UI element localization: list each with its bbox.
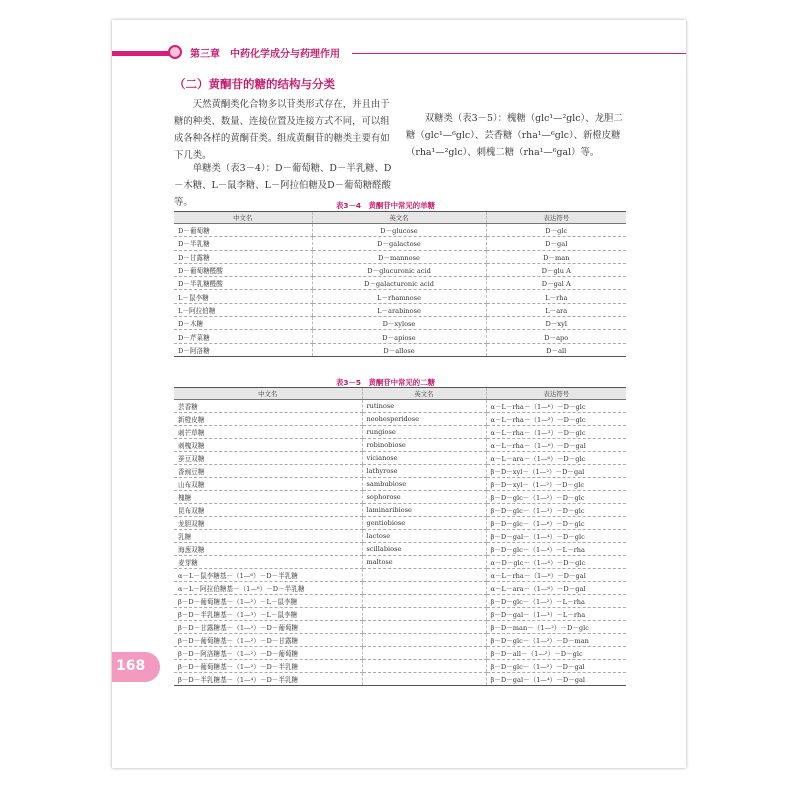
- table-cell: 芸香糖: [174, 400, 362, 413]
- table-cell: D－mannose: [312, 250, 486, 263]
- table-cell: D－gal A: [486, 277, 626, 290]
- table-cell: [362, 569, 486, 582]
- table-row: [174, 250, 626, 263]
- table-cell: β－D－葡萄糖基－（1—²）－L－鼠李糖: [174, 595, 362, 608]
- table-cell: 香豌豆糖: [174, 465, 362, 478]
- table-cell: α－L－rha－（1—²）－D－glc: [486, 413, 626, 426]
- table-row: [174, 263, 626, 276]
- table-cell: 槐糖: [174, 491, 362, 504]
- table-cell: D－葡萄糖: [174, 224, 312, 237]
- table-cell: α－L－ara－（1—⁶）－D－gal: [486, 582, 626, 595]
- table-row: [174, 452, 626, 465]
- table-cell: β－D－gal－（1—⁴）－D－gal: [486, 673, 626, 686]
- table-header: 英文名: [362, 388, 486, 400]
- table-cell: β－D－半乳糖基－（1—³）－L－鼠李糖: [174, 608, 362, 621]
- table-cell: [362, 621, 486, 634]
- table-cell: maltose: [362, 556, 486, 569]
- table-row: [174, 517, 626, 530]
- table-cell: β－D－glc－（1—³）－D－glc: [486, 504, 626, 517]
- table-cell: [362, 673, 486, 686]
- table-row: [174, 343, 626, 356]
- table-cell: β－D－gal－（1—⁴）－D－glc: [486, 530, 626, 543]
- table-cell: scillabiose: [362, 543, 486, 556]
- table-cell: α－L－rha－（1—⁶）－D－gal: [486, 569, 626, 582]
- table-cell: 麦芽糖: [174, 556, 362, 569]
- table-cell: β－D－glc－（1—²）－D－gal: [486, 660, 626, 673]
- table-header: 英文名: [312, 212, 486, 224]
- table-cell: D－glu A: [486, 263, 626, 276]
- table-cell: 山布双糖: [174, 478, 362, 491]
- table-cell: D－galacturonic acid: [312, 277, 486, 290]
- table-cell: β－D－gal－（1—³）－L－rha: [486, 608, 626, 621]
- table-row: [174, 400, 626, 413]
- table-row: [174, 673, 626, 686]
- table-cell: D－glucuronic acid: [312, 263, 486, 276]
- table-header-row: [174, 388, 626, 400]
- paragraph-disaccharides: 双糖类（表3－5）：槐糖（glc¹—²glc）、龙胆二糖（glc¹—⁶glc）、芸香糖（rha¹—⁶glc）、新橙皮糖（rha¹—²glc）、刺槐二糖（rha¹—⁶gal）等。: [406, 113, 623, 158]
- table-row: [174, 426, 626, 439]
- page-number: 168: [116, 658, 146, 674]
- table2-caption: 表3－5 黄酮苷中常见的二糖: [336, 378, 435, 387]
- table-cell: α－L－阿拉伯糖基－（1—⁶）－D－半乳糖: [174, 582, 362, 595]
- table-cell: L－arabinose: [312, 303, 486, 316]
- table-row: [174, 413, 626, 426]
- table-cell: α－L－鼠李糖基－（1—⁶）－D－半乳糖: [174, 569, 362, 582]
- table-cell: β－D－glc－（1—⁴）－L－rha: [486, 543, 626, 556]
- page-number-tab: [112, 652, 160, 682]
- table-cell: L－ara: [486, 303, 626, 316]
- table-row: [174, 317, 626, 330]
- table-cell: D－半乳糖: [174, 237, 312, 250]
- table-cell: laminaribiose: [362, 504, 486, 517]
- table-row: [174, 569, 626, 582]
- table-cell: 昆布双糖: [174, 504, 362, 517]
- table-row: [174, 290, 626, 303]
- table-cell: [362, 582, 486, 595]
- table-row: [174, 530, 626, 543]
- table-cell: β－D－葡萄糖基－（1—²）－D－半乳糖: [174, 660, 362, 673]
- flower-icon: [168, 45, 182, 59]
- table-cell: L－rhamnose: [312, 290, 486, 303]
- table-cell: D－apo: [486, 330, 626, 343]
- table-cell: D－all: [486, 343, 626, 356]
- table-cell: D－半乳糖醛酸: [174, 277, 312, 290]
- table-cell: [362, 660, 486, 673]
- table-cell: D－阿洛糖: [174, 343, 312, 356]
- table-cell: D－木糖: [174, 317, 312, 330]
- table-cell: vicianose: [362, 452, 486, 465]
- table-cell: β－D－man－（1—²）－D－glc: [486, 621, 626, 634]
- table-cell: D－apiose: [312, 330, 486, 343]
- table-cell: 乳糖: [174, 530, 362, 543]
- disaccharide-table: [174, 387, 626, 686]
- table-cell: 海葱双糖: [174, 543, 362, 556]
- table-row: [174, 491, 626, 504]
- table-cell: [362, 647, 486, 660]
- table-cell: [362, 595, 486, 608]
- section-title: （二）黄酮苷的糖的结构与分类: [174, 77, 335, 91]
- table-row: [174, 439, 626, 452]
- monosaccharide-table: [174, 211, 626, 357]
- table-cell: D－gal: [486, 237, 626, 250]
- table-cell: β－D－glc－（1—²）－D－glc: [486, 491, 626, 504]
- table-cell: rungiose: [362, 426, 486, 439]
- table-cell: sambubiose: [362, 478, 486, 491]
- paragraph-intro: 天然黄酮类化合物多以苷类形式存在，并且由于糖的种类、数量、连接位置及连接方式不同，可以组成各种各样的黄酮苷类。组成黄酮苷的糖类主要有如下几类。: [174, 99, 390, 161]
- table-cell: lathyrose: [362, 465, 486, 478]
- table-cell: α－D－glc－（1—⁴）－D－glc: [486, 556, 626, 569]
- table-cell: β－D－xyl－（1—²）－D－glc: [486, 478, 626, 491]
- table-cell: D－xylose: [312, 317, 486, 330]
- table-row: [174, 465, 626, 478]
- table-row: [174, 237, 626, 250]
- table-row: [174, 595, 626, 608]
- table-header: 中文名: [174, 212, 312, 224]
- table-row: [174, 277, 626, 290]
- table-cell: robinobiose: [362, 439, 486, 452]
- header-rule: [352, 53, 686, 54]
- table-cell: 蚕豆双糖: [174, 452, 362, 465]
- table-cell: β－D－半乳糖基－（1—⁴）－D－半乳糖: [174, 673, 362, 686]
- table-cell: α－L－rha－（1—⁶）－D－gal: [486, 439, 626, 452]
- table-cell: L－阿拉伯糖: [174, 303, 312, 316]
- table-row: [174, 478, 626, 491]
- paragraph-monosaccharides-text: 单糖类（表3－4）：D－葡萄糖、D－半乳糖、D－木糖、L－鼠李糖、L－阿拉伯糖及D－葡萄糖醛酸等。: [174, 163, 392, 208]
- table-cell: β－D－glc－（1—²）－D－man: [486, 634, 626, 647]
- header-bar: [112, 51, 170, 56]
- table-header: 表达符号: [486, 212, 626, 224]
- table-cell: 刺槐双糖: [174, 439, 362, 452]
- table-cell: α－L－rha－（1—⁶）－D－glc: [486, 400, 626, 413]
- table-row: [174, 634, 626, 647]
- table-cell: β－D－阿洛糖基－（1—²）－D－葡萄糖: [174, 647, 362, 660]
- table-cell: α－L－rha－（1—³）－D－glc: [486, 426, 626, 439]
- table-cell: β－D－甘露糖基－（1—²）－D－葡萄糖: [174, 621, 362, 634]
- table-cell: neohesperidose: [362, 413, 486, 426]
- table-cell: gentiobiose: [362, 517, 486, 530]
- table-row: [174, 608, 626, 621]
- table-row: [174, 303, 626, 316]
- table-cell: β－D－葡萄糖基－（1—²）－D－甘露糖: [174, 634, 362, 647]
- table-cell: D－葡萄糖醛酸: [174, 263, 312, 276]
- chapter-title: 第三章 中药化学成分与药理作用: [190, 49, 340, 60]
- table-row: [174, 330, 626, 343]
- table-cell: D－galactose: [312, 237, 486, 250]
- table-cell: [362, 634, 486, 647]
- table-header: 表达符号: [486, 388, 626, 400]
- table-cell: β－D－glc－（1—²）－L－rha: [486, 595, 626, 608]
- table-cell: sophorose: [362, 491, 486, 504]
- table-cell: β－D－glc－（1—⁶）－D－glc: [486, 517, 626, 530]
- table-cell: 新橙皮糖: [174, 413, 362, 426]
- table-row: [174, 647, 626, 660]
- table-cell: D－man: [486, 250, 626, 263]
- table-row: [174, 543, 626, 556]
- table-row: [174, 224, 626, 237]
- table-cell: rutinose: [362, 400, 486, 413]
- table-cell: [362, 608, 486, 621]
- table-row: [174, 582, 626, 595]
- table-row: [174, 556, 626, 569]
- table-header-row: [174, 212, 626, 224]
- table-cell: α－L－ara－（1—⁶）－D－glc: [486, 452, 626, 465]
- table-cell: 刺芒草糖: [174, 426, 362, 439]
- table-header: 中文名: [174, 388, 362, 400]
- table-row: [174, 660, 626, 673]
- table1-caption: 表3－4 黄酮苷中常见的单糖: [336, 201, 435, 210]
- table-cell: L－rha: [486, 290, 626, 303]
- table-cell: D－甘露糖: [174, 250, 312, 263]
- table-row: [174, 621, 626, 634]
- table-cell: D－glucose: [312, 224, 486, 237]
- book-page: [112, 20, 686, 768]
- table-row: [174, 504, 626, 517]
- table-cell: β－D－all－（1—²）－D－glc: [486, 647, 626, 660]
- table-cell: D－芹菜糖: [174, 330, 312, 343]
- table-cell: L－鼠李糖: [174, 290, 312, 303]
- table-cell: D－glc: [486, 224, 626, 237]
- table-cell: 龙胆双糖: [174, 517, 362, 530]
- table-cell: D－xyl: [486, 317, 626, 330]
- table-cell: β－D－xyl－（1—²）－D－gal: [486, 465, 626, 478]
- table-cell: D－allose: [312, 343, 486, 356]
- table-cell: lactose: [362, 530, 486, 543]
